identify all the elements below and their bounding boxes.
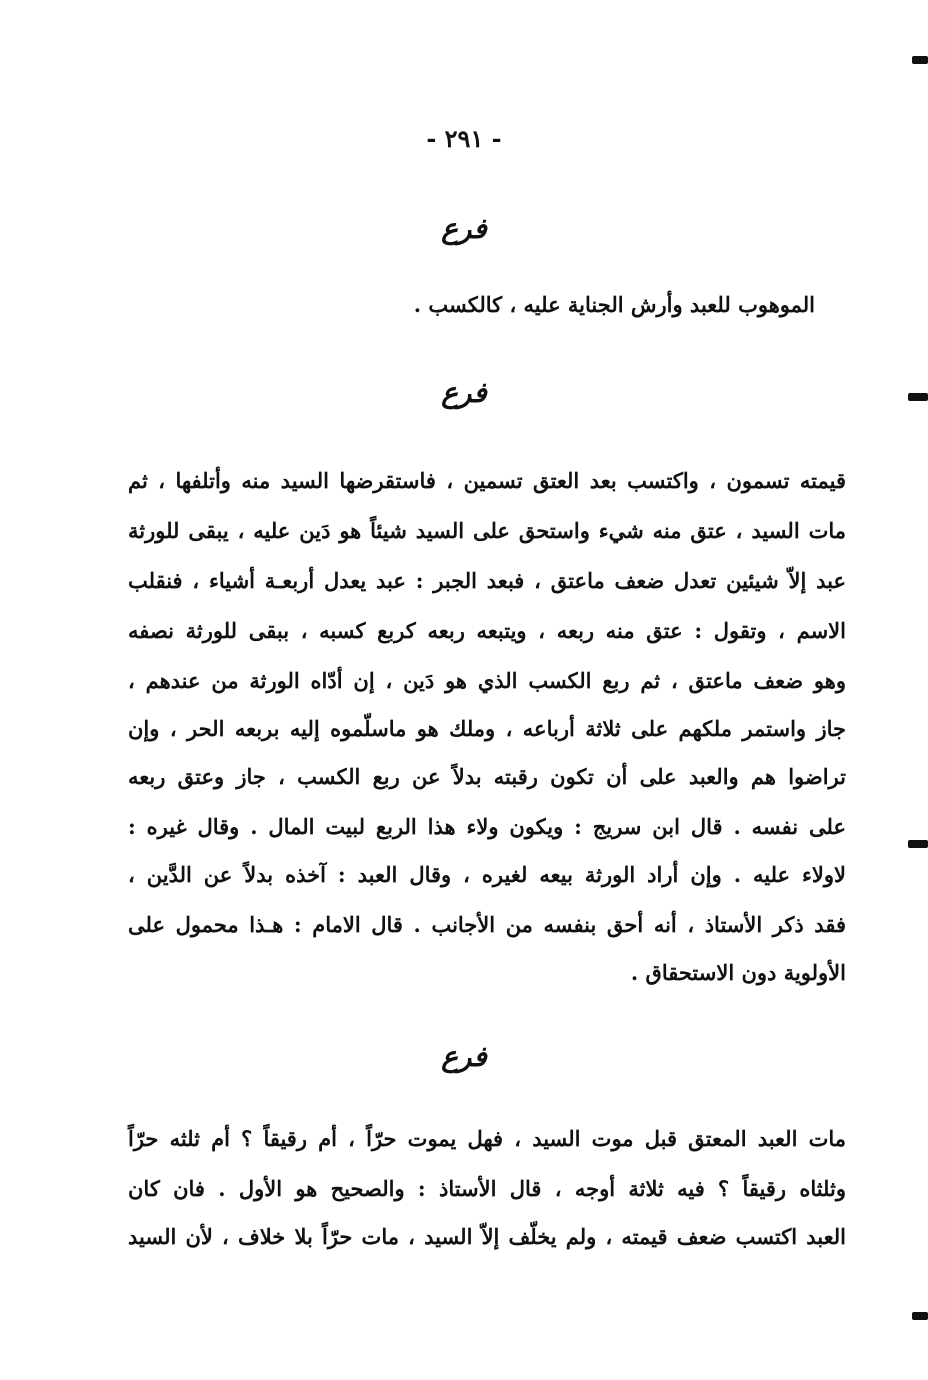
scan-edge-mark <box>912 56 928 64</box>
text-line: العبد اكتسب ضعف قيمته ، ولم يخلّف إلاّ السيد ، مات حرّاً بلا خلاف ، لأن السيد <box>128 1224 846 1249</box>
scan-edge-mark <box>908 393 928 401</box>
text-line: الموهوب للعبد وأرش الجناية عليه ، كالكسب . <box>413 292 815 317</box>
text-line: الاسم ، وتقول : عتق منه ربعه ، ويتبعه ربعه كربع كسبه ، ببقى للورثة نصفه <box>128 618 846 643</box>
text-line: عبد إلاّ شيئين تعدل ضعف ماعتق ، فبعد الجبر : عبد يعدل أربعـة أشياء ، فنقلب <box>128 568 846 593</box>
text-line: جاز واستمر ملكهم على ثلاثة أرباعه ، وملك هو ماسلّموه إليه بربعه الحر ، وإن <box>128 716 846 741</box>
text-line: وثلثاه رقيقاً ؟ فيه ثلاثة أوجه ، قال الأستاذ : والصحيح هو الأول . فان كان <box>128 1176 846 1201</box>
text-line: لاولاء عليه . وإن أراد الورثة بيعه لغيره ، وقال العبد : آخذه بدلاً عن الدَّين ، <box>128 862 846 887</box>
text-line: على نفسه . قال ابن سريج : ويكون ولاء هذا الربع لبيت المال . وقال غيره : <box>128 814 846 839</box>
text-line: الأولوية دون الاستحقاق . <box>630 960 846 985</box>
page-number: - ٢٩١ - <box>426 124 502 153</box>
text-line: وهو ضعف ماعتق ، ثم ربع الكسب الذي هو دَين ، إن أدّاه الورثة من عندهم ، <box>128 668 846 693</box>
text-line: فقد ذكر الأستاذ ، أنه أحق بنفسه من الأجانب . قال الامام : هـذا محمول على <box>128 912 846 937</box>
text-line: قيمته تسمون ، واكتسب بعد العتق تسمين ، فاستقرضها السيد منه وأتلفها ، ثم <box>128 468 846 493</box>
section-heading: فرع <box>441 376 487 409</box>
scan-edge-mark <box>908 840 928 848</box>
text-line: مات العبد المعتق قبل موت السيد ، فهل يموت حرّاً ، أم رقيقاً ؟ أم ثلثه حرّاً <box>128 1126 846 1151</box>
scan-edge-mark <box>912 1312 928 1320</box>
section-heading: فرع <box>441 212 487 245</box>
text-line: تراضوا هم والعبد على أن تكون رقبته بدلاً عن ربع الكسب ، جاز وعتق ربعه <box>128 764 846 789</box>
section-heading: فرع <box>441 1040 487 1073</box>
text-line: مات السيد ، عتق منه شيء واستحق على السيد شيئاً هو دَين عليه ، يبقى للورثة <box>128 518 846 543</box>
